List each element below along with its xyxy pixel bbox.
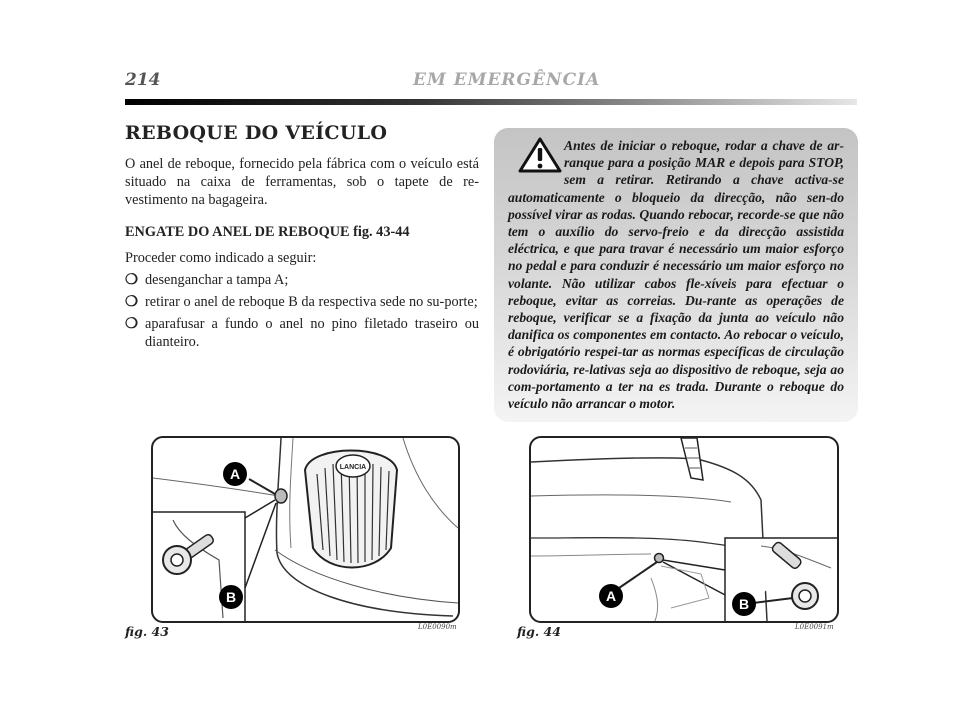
steps-list: [125, 271, 479, 351]
label-a: A: [229, 466, 241, 482]
tow-cap-icon: [275, 489, 287, 503]
header-rule: [125, 99, 857, 105]
list-item: [125, 315, 479, 351]
warning-text: [508, 137, 844, 412]
label-b: B: [738, 596, 750, 612]
bullet-icon: ❍: [125, 316, 138, 332]
list-item: [125, 271, 479, 289]
figure-43-code: L0E0090m: [418, 623, 457, 631]
step-text: aparafusar a fundo o anel no pino filetado traseiro ou dianteiro.: [145, 316, 479, 350]
intro-paragraph: O anel de reboque, fornecido pela fábrica com o veículo está situado na caixa de ferramentas, sob o tapete de re-vestimento na bagageira.: [125, 156, 479, 208]
brand-logo: LANCIA: [339, 464, 367, 471]
front-car-drawing: [153, 438, 458, 621]
step-text: desenganchar a tampa A;: [145, 272, 289, 288]
bullet-icon: ❍: [125, 294, 138, 310]
warning-body: Antes de iniciar o reboque, rodar a chave de ar-ranque para a posição MAR e depois para STOP, sem a retirar. Retirando a chave activa-se automaticamente o bloqueio da direcção, não sen-do possível virar as rodas. Quando rebocar, recorde-se que não tem o auxílio do servo-freio e da direcção assistida eléctrica, e que para travar é necessário um maior esforço no pedal e para conduzir é necessário um maior esforço no volante. Não utilizar cabos fle-xíveis para efectuar o reboque, evitar as correias. Du-rante as operações de reboque, verificar se a fixação da junta ao veículo não danifica os componentes em contacto. Ao rebocar o veículo, é obrigatório respei-tar as normas específicas de circulação rodoviária, re-lativas seja ao dispositivo de reboque, seja ao com-portamento a ter na es trada. Durante o reboque do veículo não arrancar o motor.: [508, 138, 844, 412]
step-text: retirar o anel de reboque B da respectiva sede no su-porte;: [145, 294, 478, 310]
figure-44-illustration: [529, 436, 839, 623]
label-a: A: [605, 588, 617, 604]
list-item: [125, 293, 479, 311]
section-title: EM EMERGÊNCIA: [413, 70, 601, 90]
figure-44-caption: fig. 44: [517, 624, 561, 639]
rear-car-drawing: [531, 438, 837, 621]
page-title: REBOQUE DO VEÍCULO: [125, 122, 388, 144]
tow-cap-icon: [655, 554, 664, 563]
subheading: ENGATE DO ANEL DE REBOQUE fig. 43-44: [125, 224, 410, 240]
page-number: 214: [125, 70, 161, 90]
label-b-callout: [732, 592, 756, 616]
figure-43-caption: fig. 43: [125, 624, 169, 639]
label-b-callout: [219, 585, 243, 609]
proceed-text: Proceder como indicado a seguir:: [125, 250, 317, 266]
figure-44-code: L0E0091m: [795, 623, 834, 631]
figure-43-illustration: [151, 436, 460, 623]
label-a-callout: [599, 584, 623, 608]
label-a-callout: [223, 462, 247, 486]
body-text: [125, 155, 479, 355]
label-b: B: [225, 589, 237, 605]
bullet-icon: ❍: [125, 272, 138, 288]
